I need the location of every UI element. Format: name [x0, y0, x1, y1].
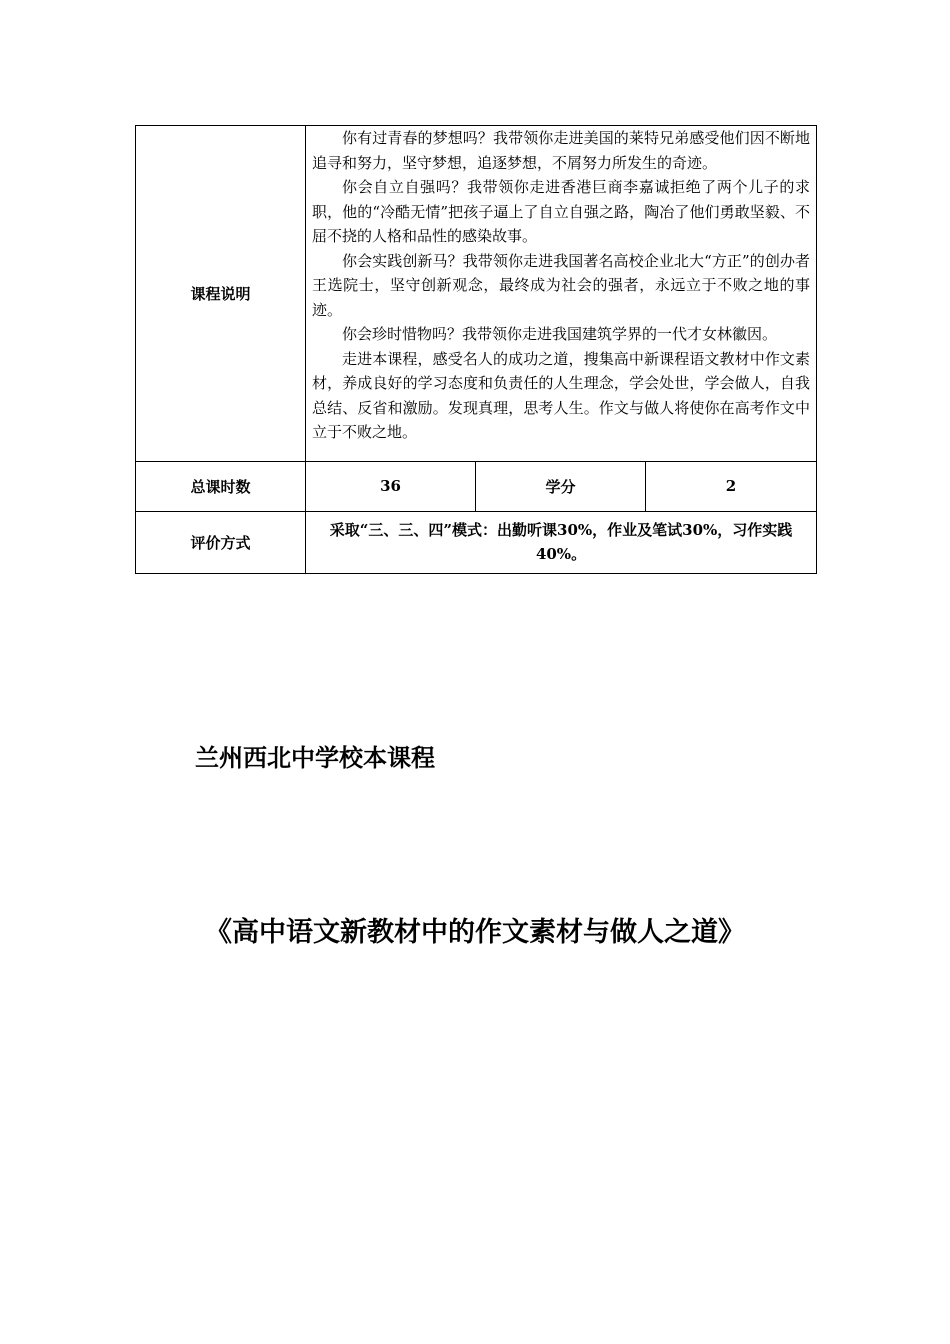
description-paragraph-1: 你有过青春的梦想吗？我带领你走进美国的莱特兄弟感受他们因不断地追寻和努力，坚守梦想，追逐梦想，不屑努力所发生的奇迹。 — [312, 129, 811, 172]
course-info-table — [135, 125, 817, 574]
evaluation-text: 采取“三、三、四”模式：出勤听课30%，作业及笔试30%，习作实践40%。 — [306, 511, 817, 573]
course-hours-row — [136, 461, 817, 511]
course-title: 《高中语文新教材中的作文素材与做人之道》 — [205, 917, 745, 948]
credit-label: 学分 — [476, 461, 646, 511]
total-hours-value: 36 — [306, 461, 476, 511]
total-hours-label: 总课时数 — [136, 461, 306, 511]
course-description-row — [136, 126, 817, 462]
course-description-label: 课程说明 — [136, 126, 306, 462]
credit-value: 2 — [646, 461, 817, 511]
evaluation-row — [136, 511, 817, 573]
evaluation-label: 评价方式 — [136, 511, 306, 573]
course-description-cell — [306, 126, 817, 462]
description-paragraph-3: 你会实践创新马？我带领你走进我国著名高校企业北大“方正”的创办者王选院士，坚守创新观念，最终成为社会的强者，永远立于不败之地的事迹。 — [312, 251, 811, 319]
description-paragraph-4: 你会珍时惜物吗？我带领你走进我国建筑学界的一代才女林徽因。 — [342, 325, 778, 343]
school-course-heading: 兰州西北中学校本课程 — [195, 743, 435, 772]
description-paragraph-2: 你会自立自强吗？我带领你走进香港巨商李嘉诚拒绝了两个儿子的求职，他的“冷酷无情”把孩子逼上了自立自强之路，陶冶了他们勇敢坚毅、不屈不挠的人格和品性的感染故事。 — [312, 178, 811, 245]
description-paragraph-5: 走进本课程，感受名人的成功之道，搜集高中新课程语文教材中作文素材，养成良好的学习态度和负责任的人生理念，学会处世，学会做人，自我总结、反省和激励。发现真理，思考人生。作文与做人将使你在高考作文中立于不败之地。 — [312, 349, 811, 441]
